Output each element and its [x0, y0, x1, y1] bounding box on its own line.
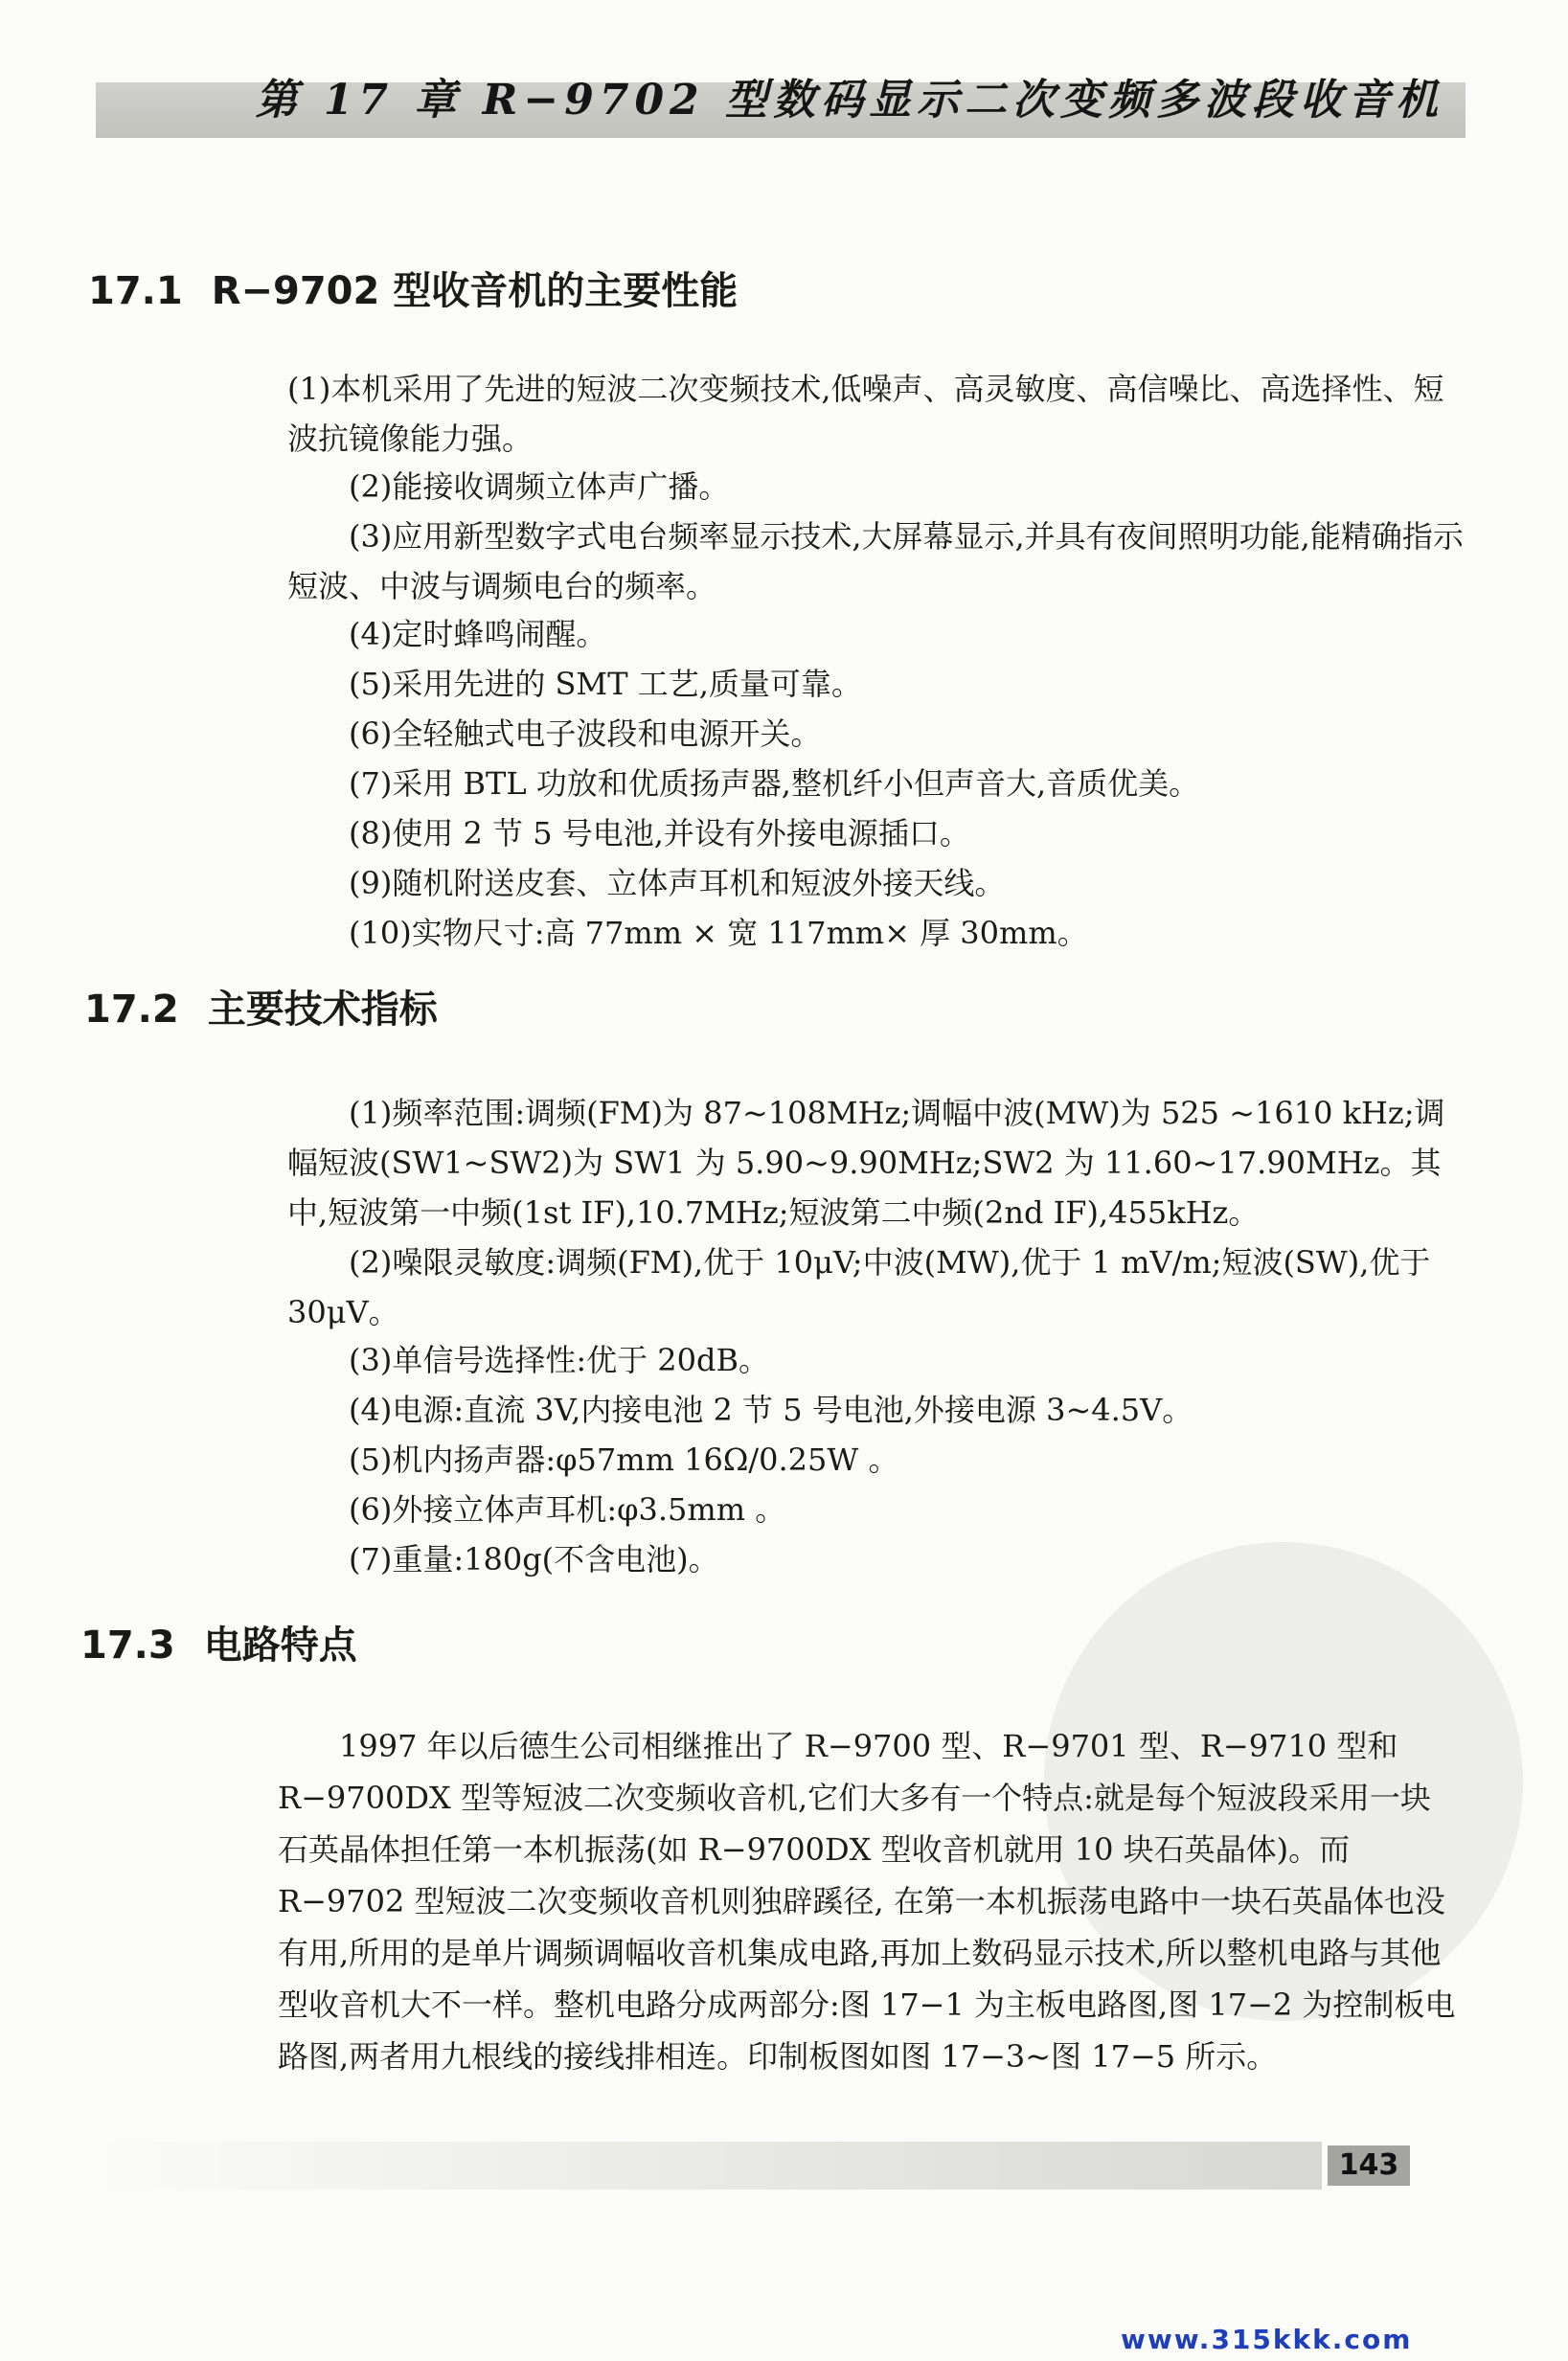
paragraph: (7)重量:180g(不含电池)。	[349, 1541, 719, 1578]
paragraph: (8)使用 2 节 5 号电池,并设有外接电源插口。	[349, 815, 970, 851]
paragraph: (9)随机附送皮套、立体声耳机和短波外接天线。	[349, 865, 1006, 901]
paragraph: (6)全轻触式电子波段和电源开关。	[349, 715, 822, 752]
paragraph: (10)实物尺寸:高 77mm × 宽 117mm× 厚 30mm。	[349, 915, 1088, 951]
paragraph: (1)频率范围:调频(FM)为 87~108MHz;调幅中波(MW)为 525 ~1610 kHz;调幅短波(SW1~SW2)为 SW1 为 5.90~9.90MHz;SW2 为 11.60~17.90MHz。其中,短波第一中频(1st IF),10.7MHz;短波第二中频(2nd IF),455kHz。	[287, 1095, 1445, 1231]
paragraph: (2)能接收调频立体声广播。	[349, 468, 730, 505]
section-heading-17-3	[80, 1615, 357, 1669]
section-title: 主要技术指标	[207, 988, 438, 1032]
paragraph: (4)定时蜂鸣闹醒。	[349, 616, 607, 652]
paragraph: 1997 年以后德生公司相继推出了 R−9700 型、R−9701 型、R−9710 型和 R−9700DX 型等短波二次变频收音机,它们大多有一个特点:就是每个短波段采用一块石英晶体担任第一本机振荡(如 R−9700DX 型收音机就用 10 块石英晶体)。而 R−9702 型短波二次变频收音机则独辟蹊径, 在第一本机振荡电路中一块石英晶体也没有用,所用的是单片调频调幅收音机集成电路,再加上数码显示技术,所以整机电路与其他型收音机大不一样。整机电路分成两部分:图 17−1 为主板电路图,图 17−2 为控制板电路图,两者用九根线的接线排相连。印制板图如图 17−3~图 17−5 所示。	[278, 1728, 1456, 2075]
section-number: 17.3	[80, 1623, 175, 1668]
paragraph: (5)采用先进的 SMT 工艺,质量可靠。	[349, 666, 862, 702]
section-heading-17-2	[84, 979, 438, 1033]
paragraph: (6)外接立体声耳机:φ3.5mm 。	[349, 1491, 786, 1528]
section-number: 17.1	[88, 269, 183, 313]
paragraph: (7)采用 BTL 功放和优质扬声器,整机纤小但声音大,音质优美。	[349, 765, 1200, 802]
paragraph: (3)应用新型数字式电台频率显示技术,大屏幕显示,并具有夜间照明功能,能精确指示短波、中波与调频电台的频率。	[287, 518, 1464, 604]
site-watermark-text: www.315kkk.com	[1121, 2324, 1413, 2355]
section-title: 电路特点	[203, 1623, 357, 1668]
paragraph: (1)本机采用了先进的短波二次变频技术,低噪声、高灵敏度、高信噪比、高选择性、短波抗镜像能力强。	[287, 371, 1444, 457]
paragraph: (5)机内扬声器:φ57mm 16Ω/0.25W 。	[349, 1442, 899, 1478]
chapter-header-title: 第 17 章 R−9702 型数码显示二次变频多波段收音机	[255, 76, 1443, 125]
paragraph: (3)单信号选择性:优于 20dB。	[349, 1342, 770, 1378]
page-number: 143	[1328, 2145, 1410, 2186]
section-number: 17.2	[84, 988, 179, 1032]
section-title: R−9702 型收音机的主要性能	[211, 269, 739, 313]
paragraph: (4)电源:直流 3V,内接电池 2 节 5 号电池,外接电源 3~4.5V。	[349, 1392, 1193, 1428]
section-heading-17-1	[88, 261, 738, 315]
footer-band	[96, 2142, 1322, 2190]
paragraph: (2)噪限灵敏度:调频(FM),优于 10μV;中波(MW),优于 1 mV/m;短波(SW),优于 30μV。	[287, 1244, 1431, 1330]
